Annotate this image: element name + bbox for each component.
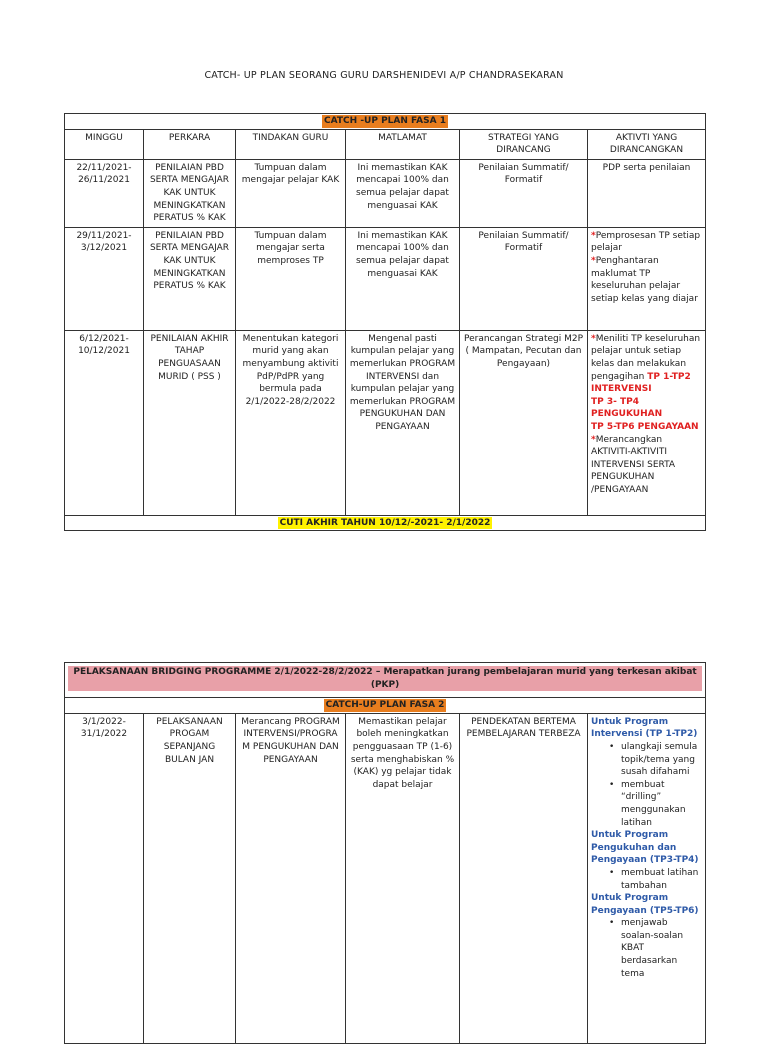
activity-list (591, 917, 702, 980)
phase2-title-row (65, 698, 706, 714)
tp-intervensi: TP 1-TP2 INTERVENSI (591, 371, 691, 395)
header-perkara: PERKARA (144, 129, 236, 159)
aktiviti-item: Pemprosesan TP setiap pelajar (591, 230, 701, 254)
cell-perkara: PENILAIAN PBD SERTA MENGAJAR KAK UNTUK MENINGKATKAN PERATUS % KAK (144, 159, 236, 227)
group-heading: Untuk Program Intervensi (TP 1-TP2) (591, 716, 698, 740)
header-tindakan: TINDAKAN GURU (236, 129, 346, 159)
phase1-title: CATCH -UP PLAN FASA 1 (324, 116, 446, 126)
cell-perkara: PENILAIAN AKHIR TAHAP PENGUASAAN MURID ( PSS ) (144, 330, 236, 515)
tp-pengayaan: TP 5-TP6 PENGAYAAN (591, 421, 699, 432)
holiday-label: CUTI AKHIR TAHUN 10/12/-2021- 2/1/2022 (279, 517, 491, 528)
bridging-banner: PELAKSANAAN BRIDGING PROGRAMME 2/1/2022-28/2/2022 – Merapatkan jurang pembelajaran murid yang terkesan akibat (PKP) (68, 666, 702, 691)
cell-tindakan: Tumpuan dalam mengajar serta memproses TP (236, 227, 346, 330)
table-row (65, 227, 706, 330)
cell-strategi: PENDEKATAN BERTEMA PEMBELAJARAN TERBEZA (460, 713, 588, 1043)
cell-matlamat: Ini memastikan KAK mencapai 100% dan semua pelajar dapat menguasai KAK (346, 227, 460, 330)
cell-matlamat: Memastikan pelajar boleh meningkatkan pengguasaan TP (1-6) serta menghabiskan % (KAK) yg pelajar tidak dapat belajar (346, 713, 460, 1043)
cell-perkara: PENILAIAN PBD SERTA MENGAJAR KAK UNTUK MENINGKATKAN PERATUS % KAK (144, 227, 236, 330)
list-item: • membuat “drilling” menggunakan latihan (621, 779, 702, 829)
header-matlamat: MATLAMAT (346, 129, 460, 159)
cell-aktiviti: *Pemprosesan TP setiap pelajar *Penghantaran maklumat TP keseluruhan pelajar setiap kelas yang diajar (588, 227, 706, 330)
tp-pengukuhan: TP 3- TP4 PENGUKUHAN (591, 396, 663, 420)
aktiviti-item: Penghantaran maklumat TP keseluruhan pelajar setiap kelas yang diajar (591, 255, 698, 304)
cell-tindakan: Merancang PROGRAM INTERVENSI/PROGRA M PENGUKUHAN DAN PENGAYAAN (236, 713, 346, 1043)
header-strategi: STRATEGI YANG DIRANCANG (460, 129, 588, 159)
table-row (65, 330, 706, 515)
cell-tindakan: Tumpuan dalam mengajar pelajar KAK (236, 159, 346, 227)
list-item: • membuat latihan tambahan (621, 867, 702, 892)
phase2-title: CATCH-UP PLAN FASA 2 (325, 700, 445, 711)
table-row (65, 159, 706, 227)
cell-tindakan: Menentukan kategori murid yang akan menyambung aktiviti PdP/PdPR yang bermula pada 2/1/2022-28/2/2022 (236, 330, 346, 515)
phase2-banner-row (65, 663, 706, 698)
phase2-table (64, 662, 706, 1044)
cell-perkara: PELAKSANAAN PROGAM SEPANJANG BULAN JAN (144, 713, 236, 1043)
list-item: • menjawab soalan-soalan KBAT berdasarkan tema (621, 917, 702, 980)
table-row (65, 713, 706, 1043)
cell-strategi: Penilaian Summatif/ Formatif (460, 227, 588, 330)
phase1-header-row (65, 129, 706, 159)
aktiviti-item: Merancangkan AKTIVITI-AKTIVITI INTERVENSI SERTA PENGUKUHAN /PENGAYAAN (591, 434, 676, 495)
list-item: • ulangkaji semula topik/tema yang susah difahami (621, 741, 702, 779)
group-heading: Untuk Program Pengayaan (TP5-TP6) (591, 893, 699, 916)
activity-list (591, 867, 702, 892)
cell-minggu: 22/11/2021- 26/11/2021 (65, 159, 144, 227)
header-aktiviti: AKTIVTI YANG DIRANCANGKAN (588, 129, 706, 159)
phase1-table (64, 113, 706, 531)
group-heading: Untuk Program Pengukuhan dan Pengayaan (TP3-TP4) (591, 830, 699, 866)
cell-minggu: 29/11/2021- 3/12/2021 (65, 227, 144, 330)
cell-minggu: 6/12/2021- 10/12/2021 (65, 330, 144, 515)
cell-minggu: 3/1/2022- 31/1/2022 (65, 713, 144, 1043)
cell-aktiviti: *Meniliti TP keseluruhan pelajar untuk setiap kelas dan melakukan pengagihan TP 1-TP2 INTERVENSI TP 3- TP4 PENGUKUHAN TP 5-TP6 PENGAYAAN *Merancangkan AKTIVITI-AKTIVITI INTERVENSI SERTA PENGUKUHAN /PENGAYAAN (588, 330, 706, 515)
phase1-title-row (65, 114, 706, 130)
document-title: CATCH- UP PLAN SEORANG GURU DARSHENIDEVI A/P CHANDRASEKARAN (204, 70, 564, 81)
cell-matlamat: Mengenal pasti kumpulan pelajar yang memerlukan PROGRAM INTERVENSI dan kumpulan pelajar yang memerlukan PROGRAM PENGUKUHAN DAN PENGAYAAN (346, 330, 460, 515)
cell-aktiviti: PDP serta penilaian (588, 159, 706, 227)
cell-aktiviti (588, 713, 706, 1043)
phase1-footer-row (65, 515, 706, 531)
cell-matlamat: Ini memastikan KAK mencapai 100% dan semua pelajar dapat menguasai KAK (346, 159, 460, 227)
aktiviti-item: Meniliti TP keseluruhan pelajar untuk setiap kelas dan melakukan pengagihan (591, 333, 701, 382)
cell-strategi: Penilaian Summatif/ Formatif (460, 159, 588, 227)
header-minggu: MINGGU (65, 129, 144, 159)
activity-list (591, 741, 702, 829)
cell-strategi: Perancangan Strategi M2P ( Mampatan, Pecutan dan Pengayaan) (460, 330, 588, 515)
